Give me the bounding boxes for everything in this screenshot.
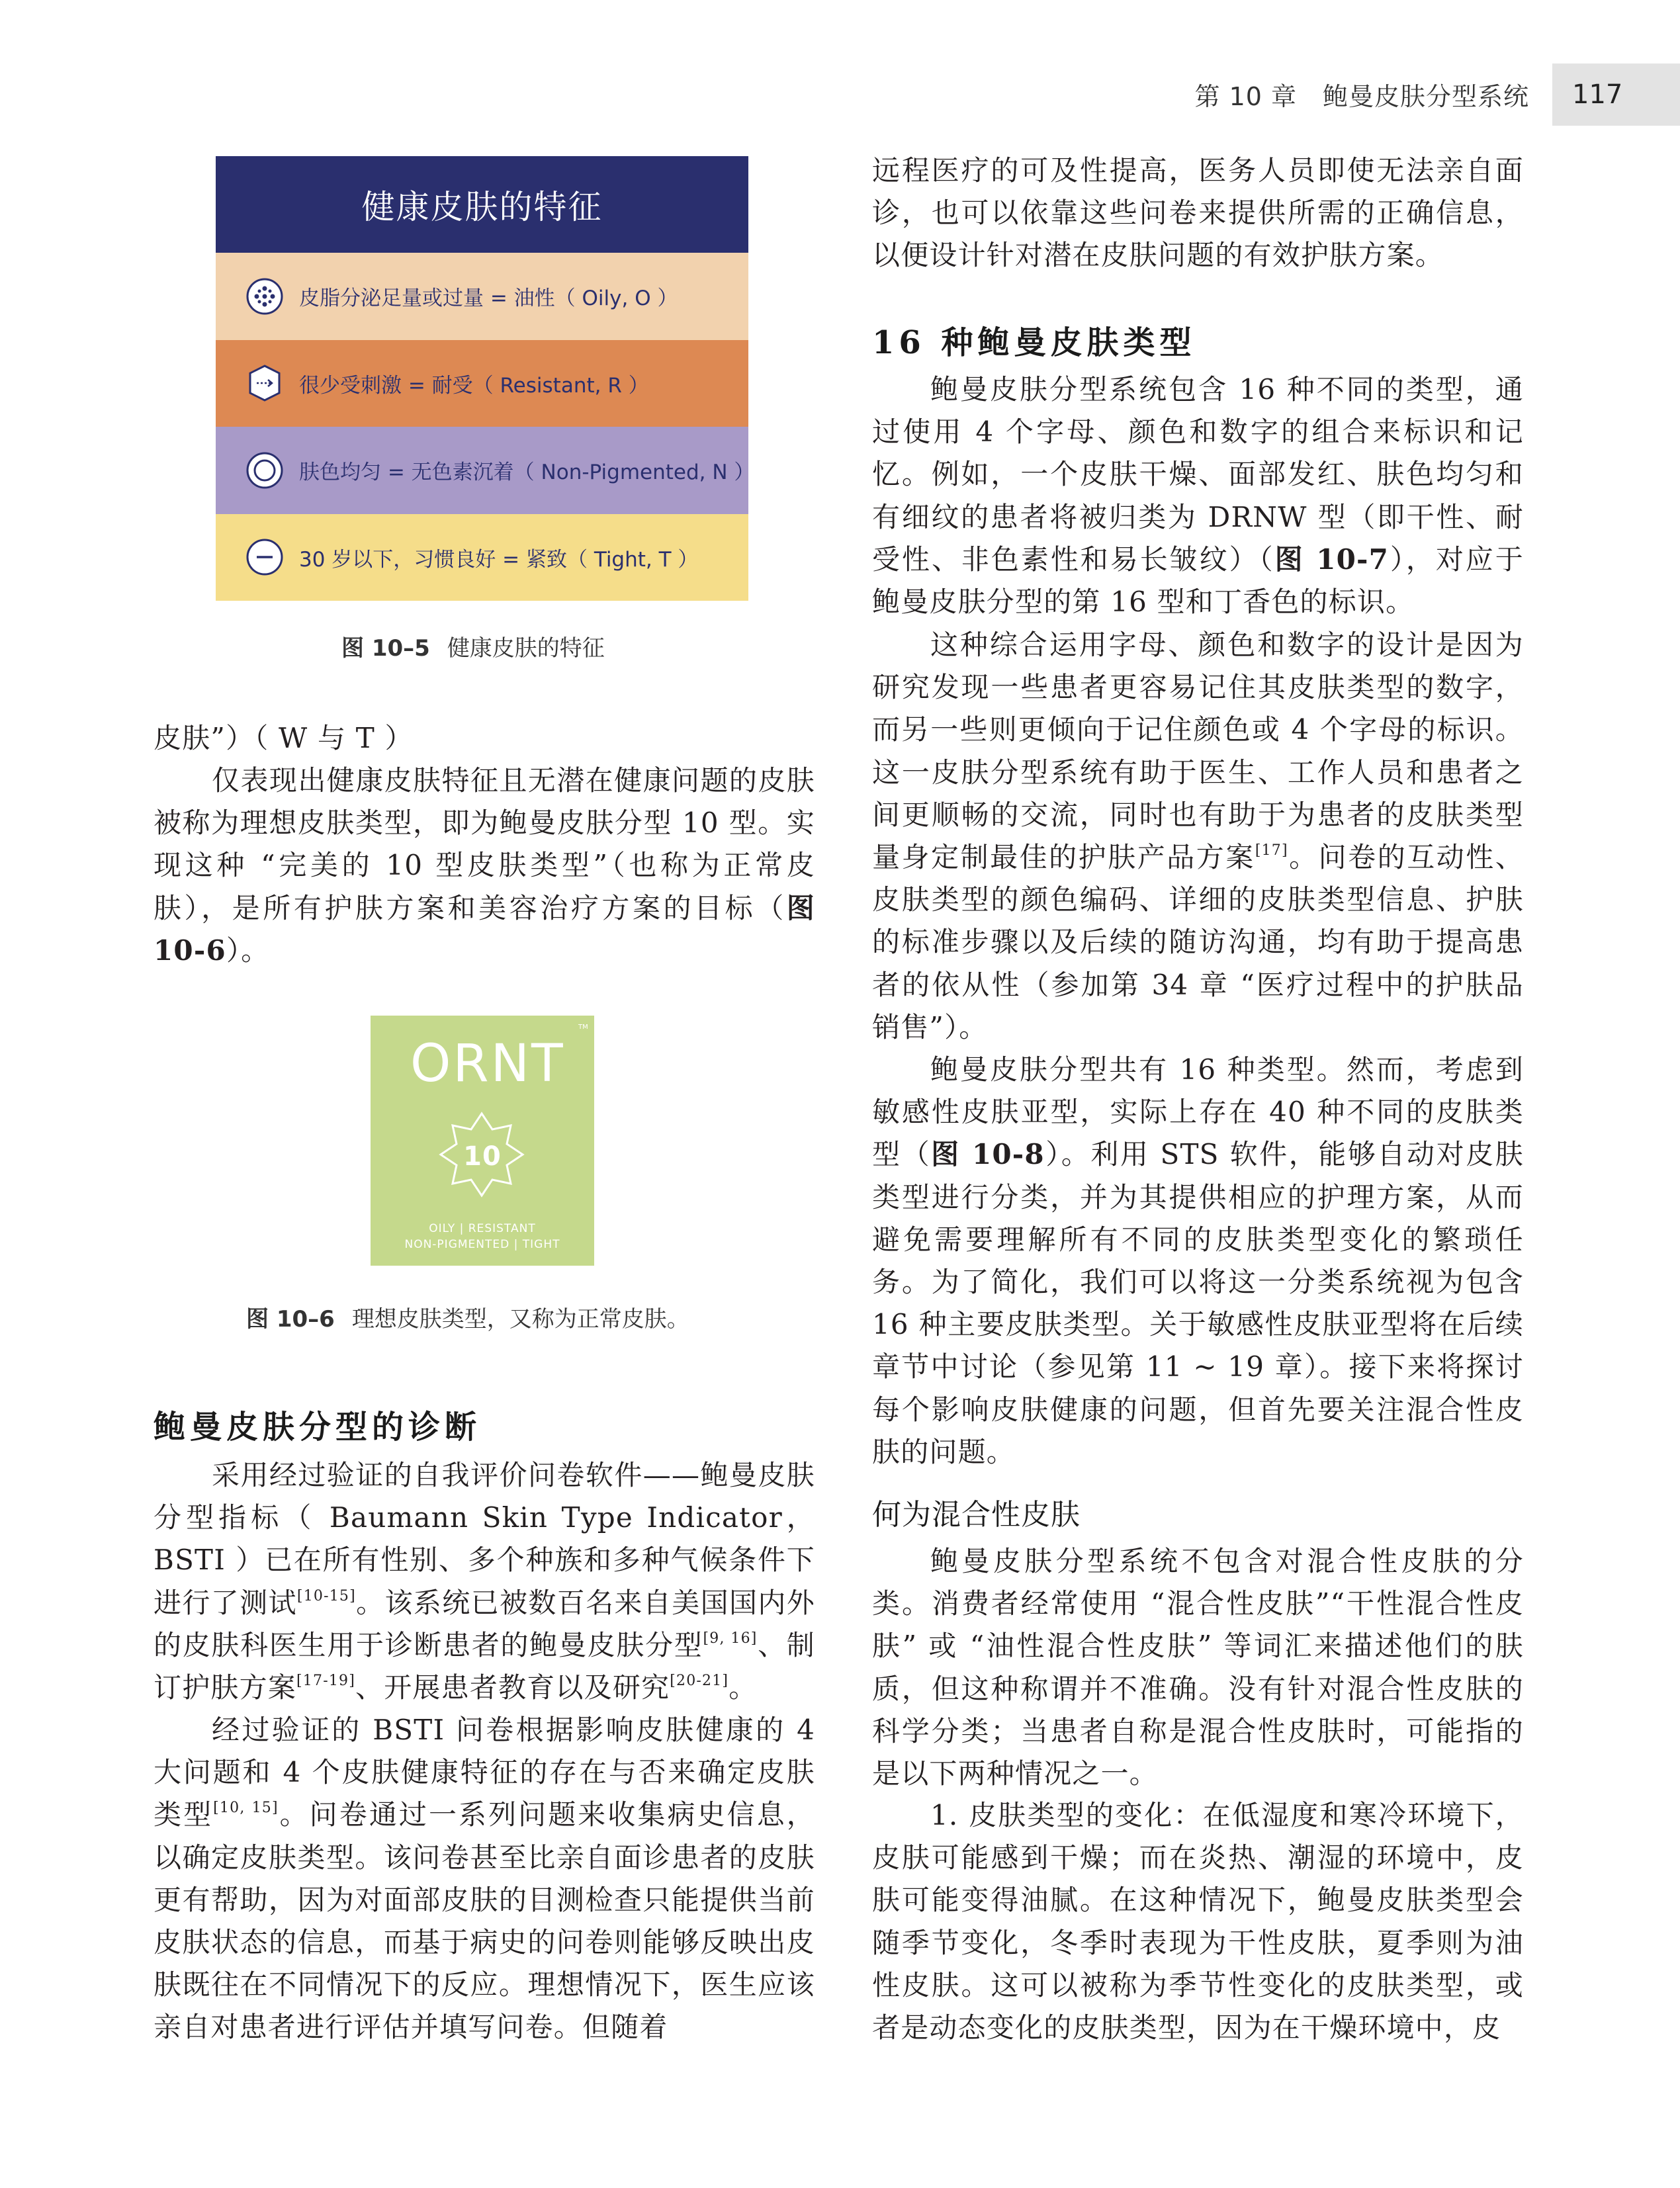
arrow-shield-icon — [245, 363, 285, 403]
trademark-mark: TM — [578, 1024, 588, 1031]
section-heading: 16 种鲍曼皮肤类型 — [872, 324, 1196, 361]
citation: [17-19] — [296, 1673, 356, 1690]
skin-type-desc-line1: OILY | RESISTANT — [429, 1222, 536, 1235]
paragraph-continuation: 皮肤”）（ W 与 T ） — [154, 722, 414, 754]
dots-flower-icon — [245, 277, 285, 316]
tight-row — [216, 514, 748, 601]
paragraph-text: 。问卷通过一系列问题来收集病史信息，以确定皮肤类型。该问卷甚至比亲自面诊患者的皮肤更有帮助，因为对面部皮肤的目测检查只能提供当前皮肤状态的信息，而基于病史的问卷则能够反映出皮肤既往在不同情况下的反应。理想情况下，医生应该亲自对患者进行评估并填写问卷。但随着 — [154, 1798, 815, 2044]
oily-label: 皮脂分泌足量或过量 = 油性（ Oily, O ） — [299, 286, 678, 311]
double-circle-icon — [245, 451, 285, 490]
paragraph-text: 。该系统已被数百名来自美国国内外的皮肤科医生用于诊断患者的鲍曼皮肤分型 — [154, 1586, 815, 1661]
citation: [17] — [1255, 842, 1288, 859]
paragraph-text: 、制订护肤方案 — [154, 1628, 815, 1704]
caption-text: 健康皮肤的特征 — [447, 635, 605, 662]
page-number: 117 — [1552, 64, 1680, 126]
paragraph — [872, 624, 1524, 1049]
figure-reference: 图 10-7 — [1274, 543, 1390, 576]
citation: [10-15] — [296, 1587, 356, 1604]
skin-type-code: ORNT — [410, 1034, 565, 1094]
figure-10-6-caption — [246, 1301, 689, 1333]
tight-label: 30 岁以下，习惯良好 = 紧致（ Tight, T ） — [299, 547, 699, 572]
skin-type-number: 10 — [463, 1141, 502, 1172]
section-heading: 鲍曼皮肤分型的诊断 — [154, 1409, 482, 1446]
paragraph-text: 经过验证的 BSTI 问卷根据影响皮肤健康的 4 大问题和 4 个皮肤健康特征的存在与否来确定皮肤类型 — [154, 1714, 815, 1831]
paragraph — [872, 369, 1524, 623]
figure-10-5-title: 健康皮肤的特征 — [216, 156, 748, 253]
paragraph-text: 采用经过验证的自我评价问卷软件——鲍曼皮肤分型指标（ Baumann Skin Type Indicator，BSTI ）已在所有性别、多个种族和多种气候条件下进行了测试 — [154, 1459, 815, 1619]
paragraph-text: ）。 — [226, 934, 270, 967]
oily-row — [216, 253, 748, 340]
caption-number: 图 10–5 — [341, 635, 430, 662]
paragraph-text: 仅表现出健康皮肤特征且无潜在健康问题的皮肤被称为理想皮肤类型，即为鲍曼皮肤分型 10 型。实现这种 “完美的 10 型皮肤类型”（也称为正常皮肤），是所有护肤方案和美容治疗方案的目标（ — [154, 764, 815, 924]
non-pigmented-label: 肤色均匀 = 无色素沉着（ Non-Pigmented, N ） — [299, 460, 755, 485]
paragraph — [872, 1049, 1524, 1473]
paragraph-text: ），对应于鲍曼皮肤分型的第 16 型和丁香色的标识。 — [872, 543, 1524, 619]
paragraph — [154, 1709, 815, 2049]
non-pigmented-row — [216, 427, 755, 514]
citation: [9, 16] — [703, 1630, 758, 1647]
citation: [10, 15] — [213, 1800, 279, 1817]
subsection-heading: 何为混合性皮肤 — [872, 1498, 1081, 1532]
resistant-row — [216, 340, 748, 427]
paragraph-text: 、开展患者教育以及研究 — [355, 1671, 670, 1704]
paragraph — [154, 1454, 815, 1709]
minus-circle-icon — [245, 537, 285, 577]
paragraph-text: 鲍曼皮肤分型共有 16 种类型。然而，考虑到敏感性皮肤亚型，实际上存在 40 种不同的皮肤类型（ — [872, 1053, 1524, 1171]
figure-reference: 图 10-8 — [931, 1138, 1045, 1171]
paragraph-text: 鲍曼皮肤分型系统包含 16 种不同的类型，通过使用 4 个字母、颜色和数字的组合来标识和记忆。例如，一个皮肤干燥、面部发红、肤色均匀和有细纹的患者将被归类为 DRNW 型（即干性、耐受性、非色素性和易长皱纹）（ — [872, 373, 1524, 576]
citation: [20-21] — [670, 1673, 729, 1690]
figure-10-5-caption — [341, 630, 605, 662]
paragraph-text: 这种综合运用字母、颜色和数字的设计是因为研究发现一些患者更容易记住其皮肤类型的数字，而另一些则更倾向于记住颜色或 4 个字母的标识。这一皮肤分型系统有助于医生、工作人员和患者之间更顺畅的交流，同时也有助于为患者的皮肤类型量身定制最佳的护肤产品方案 — [872, 629, 1524, 874]
resistant-label: 很少受刺激 = 耐受（ Resistant, R ） — [299, 373, 649, 398]
paragraph-text: 。 — [729, 1671, 758, 1704]
paragraph: 1. 皮肤类型的变化：在低湿度和寒冷环境下，皮肤可能感到干燥；而在炎热、潮湿的环境中，皮肤可能变得油腻。在这种情况下，鲍曼皮肤类型会随季节变化，冬季时表现为干性皮肤，夏季则为油性皮肤。这可以被称为季节性变化的皮肤类型，或者是动态变化的皮肤类型，因为在干燥环境中，皮 — [872, 1799, 1524, 2044]
figure-reference: 图 10-6 — [154, 891, 815, 967]
paragraph-text: ）。利用 STS 软件，能够自动对皮肤类型进行分类，并为其提供相应的护理方案，从而避免需要理解所有不同的皮肤类型变化的繁琐任务。为了简化，我们可以将这一分类系统视为包含 16 种主要皮肤类型。关于敏感性皮肤亚型将在后续章节中讨论（参见第 11 ~ 19 章）。接下来将探讨每个影响皮肤健康的问题，但首先要关注混合性皮肤的问题。 — [872, 1138, 1524, 1468]
caption-text: 理想皮肤类型，又称为正常皮肤。 — [351, 1306, 689, 1333]
paragraph — [154, 760, 815, 972]
paragraph-text: 。问卷的互动性、皮肤类型的颜色编码、详细的皮肤类型信息、护肤的标准步骤以及后续的随访沟通，均有助于提高患者的依从性（参加第 34 章 “医疗过程中的护肤品销售”）。 — [872, 841, 1524, 1043]
running-header-title: 第 10 章 鲍曼皮肤分型系统 — [1194, 82, 1529, 111]
figure-10-5 — [216, 156, 755, 601]
paragraph-continuation: 远程医疗的可及性提高，医务人员即使无法亲自面诊，也可以依靠这些问卷来提供所需的正确信息，以便设计针对潜在皮肤问题的有效护肤方案。 — [872, 154, 1524, 272]
figure-10-6 — [371, 1016, 594, 1266]
paragraph: 鲍曼皮肤分型系统不包含对混合性皮肤的分类。消费者经常使用 “混合性皮肤”“干性混合性皮肤” 或 “油性混合性皮肤” 等词汇来描述他们的肤质，但这种称谓并不准确。没有针对混合性皮肤的科学分类；当患者自称是混合性皮肤时，可能指的是以下两种情况之一。 — [872, 1545, 1524, 1790]
caption-number: 图 10–6 — [246, 1306, 335, 1333]
skin-type-desc-line2: NON-PIGMENTED | TIGHT — [404, 1238, 560, 1251]
